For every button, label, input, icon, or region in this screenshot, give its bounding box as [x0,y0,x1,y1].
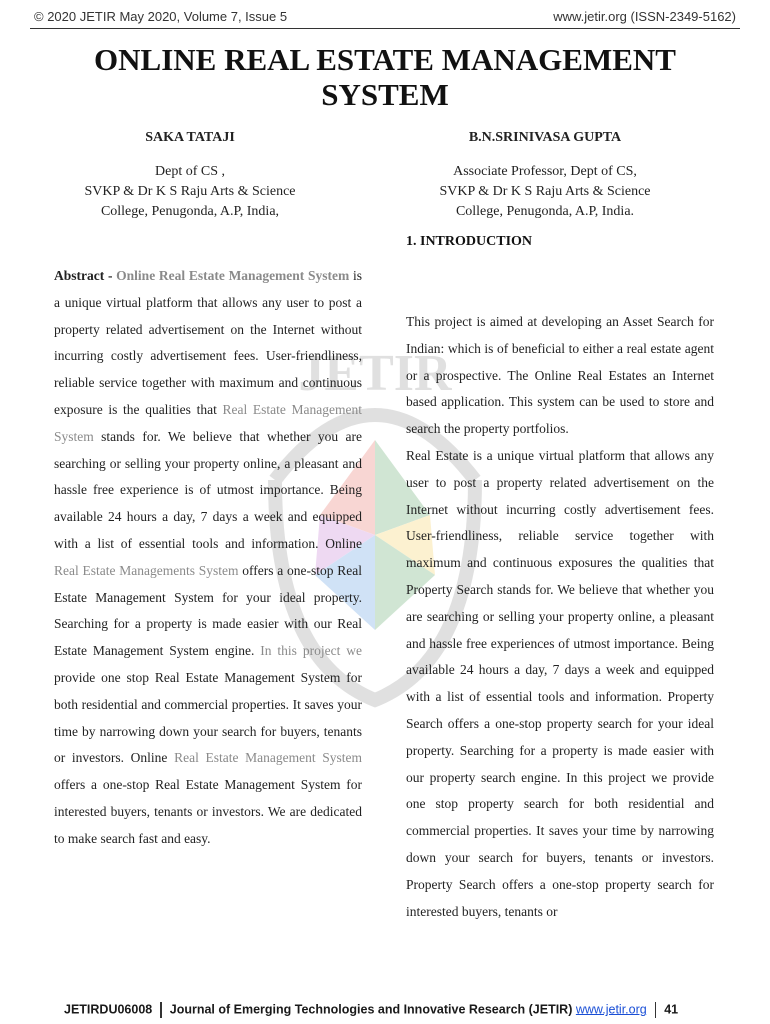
author-affiliation-line: College, Penugonda, A.P, India, [100,204,280,219]
svg-text:JETIR: JETIR [298,345,452,402]
abstract-highlight: Real Estate Managements System [54,562,239,578]
footer-divider [655,1002,657,1018]
author-name: SAKA TATAJI [145,130,235,145]
header-website: www.jetir.org (ISSN-2349-5162) [553,9,736,24]
section-heading-introduction: 1. INTRODUCTION [406,234,533,249]
paper-title: ONLINE REAL ESTATE MANAGEMENT SYSTEM [94,42,676,112]
introduction-column [406,309,714,925]
author-name: B.N.SRINIVASA GUPTA [468,130,622,145]
abstract-paragraph [54,263,362,853]
running-header [30,8,740,29]
page-footer [60,1000,710,1020]
intro-paragraph-1: This project is aimed at developing an Asset Search for Indian: which is of beneficial to either a real estate agent or a prospective. The Online Real Estates an Internet based application. This system can be used to store and search the property portfolios. [406,314,714,437]
author-affiliation-line: Dept of CS , [155,164,225,179]
author-affiliation-line: College, Penugonda, A.P, India. [455,204,635,219]
intro-paragraph-2: Real Estate is a unique virtual platform that allows any user to post a property related advertisement on the Internet without incurring costly advertisement fees. User-friendliness, reliable service together with maximum and continuous exposures the qualities that Property Search stands for. We believe that whether you are searching or selling your property online, a pleasant and hassle free experiences of utmost importance. Being available 24 hours a day, 7 days a week and equipped with a list of essential tools and information. Property Search offers a one-stop property search for your ideal property. Searching for a property is made easier with our property search engine. In this project we provide one stop property search for both residential and commercial properties. It saves your time by narrowing down your search for buyers, tenants or investors. Property Search offers a one-stop property search for interested buyers, tenants or [406,447,714,919]
footer-page-number: 41 [664,1002,679,1017]
abstract-text: provide one stop Real Estate Management System for both residential and commercial properties. It saves your time by narrowing down your search for buyers, tenants or investors. Online [54,669,362,766]
footer-website-link[interactable]: www.jetir.org [575,1002,647,1017]
abstract-text: offers a one-stop Real Estate Management System for your ideal property. Searching for a property is made easier with our Real Estate Management System engine. [54,562,362,659]
header-journal-info: © 2020 JETIR May 2020, Volume 7, Issue 5 [34,9,288,24]
abstract-highlight: Real Estate Management System [174,750,362,766]
abstract-highlight: In this project we [260,643,362,659]
abstract-text: is a unique virtual platform that allows any user to post a property related advertisement on the Internet without incurring costly advertisement fees. User-friendliness, reliable service together with maximum and continuous exposure is the qualities that [54,268,362,417]
footer-journal-name: Journal of Emerging Technologies and Innovative Research (JETIR) [169,1002,573,1017]
author-block-1 [30,128,350,222]
author-affiliation-line: SVKP & Dr K S Raju Arts & Science [439,184,651,199]
author-block-2 [385,128,705,222]
author-affiliation-line: SVKP & Dr K S Raju Arts & Science [84,184,296,199]
abstract-text: stands for. We believe that whether you are searching or selling your property online, a pleasant and hassle free experience is of utmost importance. Being available 24 hours a day, 7 days a week and equipped with a list of essential tools and information. Online [54,428,362,551]
abstract-column [54,263,362,853]
footer-divider [160,1002,162,1018]
author-affiliation-line: Associate Professor, Dept of CS, [453,164,637,179]
abstract-label: Abstract - [54,268,113,283]
footer-paper-code: JETIRDU06008 [64,1002,153,1017]
abstract-highlight: Real Estate Management System [54,401,362,444]
abstract-highlight: Online Real Estate Management System [116,268,350,283]
abstract-text: offers a one-stop Real Estate Management System for interested buyers, tenants or investors. We are dedicated to make search fast and easy. [54,777,362,846]
